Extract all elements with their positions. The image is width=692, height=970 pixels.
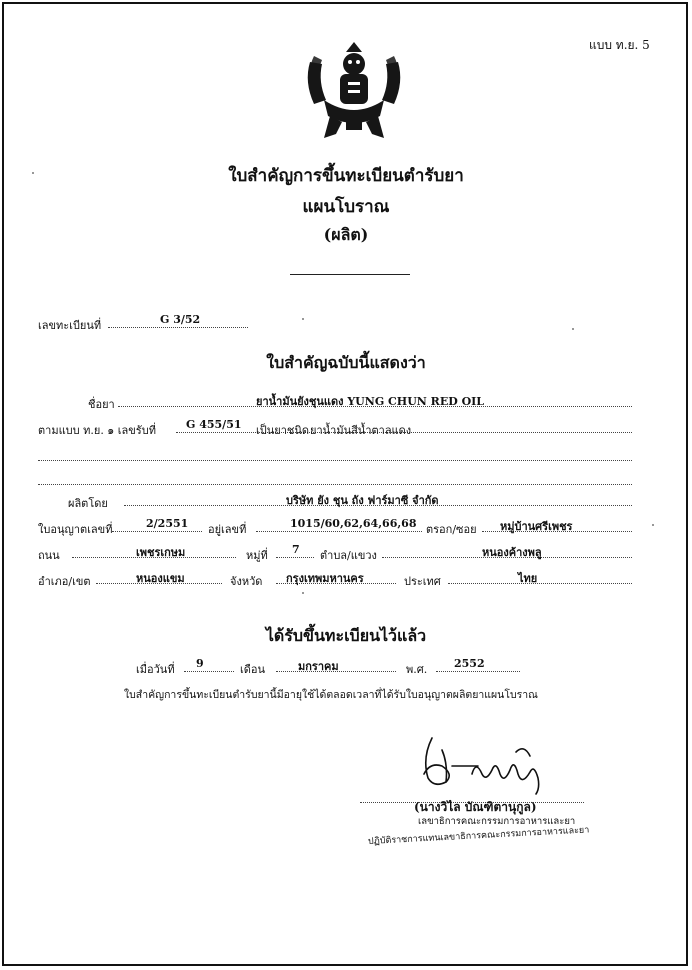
date-year-dots: [436, 671, 520, 672]
signatory-name: (นางวิไล บัณฑิตานุกูล): [414, 800, 537, 814]
moo-dots: [276, 557, 314, 558]
district-label: อำเภอ/เขต: [38, 575, 91, 588]
drug-type-value: ยาน้ำมันสีน้ำตาลแดง: [310, 424, 412, 437]
scan-speck: [32, 172, 34, 174]
license-value: 2/2551: [146, 517, 189, 530]
month-label: เดือน: [240, 663, 266, 676]
district-value: หนองแขม: [136, 572, 185, 585]
date-day-dots: [184, 671, 234, 672]
reg-no-dots: [108, 327, 248, 328]
province-label: จังหวัด: [230, 575, 263, 588]
signatory-title: เลขาธิการคณะกรรมการอาหารและยา: [418, 816, 576, 827]
alley-value: หมู่บ้านศรีเพชร: [500, 520, 573, 533]
country-label: ประเทศ: [404, 575, 441, 588]
drug-name-value: ยาน้ำมันยังชุนแดง YUNG CHUN RED OIL: [256, 395, 485, 408]
country-value: ไทย: [518, 572, 538, 585]
document-title: ใบสำคัญการขึ้นทะเบียนตำรับยา: [228, 166, 464, 186]
validity-note: ใบสำคัญการขึ้นทะเบียนตำรับยานี้มีอายุใช้ได้ตลอดเวลาที่ได้รับใบอนุญาตผลิตยาแผนโบราณ: [124, 689, 538, 701]
license-label: ใบอนุญาตเลขที่: [38, 523, 113, 536]
road-value: เพชรเกษม: [136, 546, 186, 559]
address-no-label: อยู่เลขที่: [208, 523, 247, 536]
document-type: (ผลิต): [323, 225, 369, 244]
road-label: ถนน: [38, 549, 60, 562]
blank-line-1: [38, 460, 632, 461]
reg-no-value: G 3/52: [160, 313, 201, 326]
signatory-subtitle: ปฏิบัติราชการแทนเลขาธิการคณะกรรมการอาหารและยา: [367, 825, 590, 847]
form-ref-value: G 455/51: [186, 418, 242, 431]
moo-value: 7: [292, 543, 300, 556]
drug-name-label: ชื่อยา: [88, 398, 115, 411]
date-month: มกราคม: [298, 660, 339, 673]
date-day: 9: [196, 657, 204, 670]
subdistrict-value: หนองค้างพลู: [482, 546, 542, 559]
province-value: กรุงเทพมหานคร: [286, 572, 364, 585]
scan-speck: [652, 524, 654, 526]
document-subtitle: แผนโบราณ: [302, 197, 390, 217]
manufacturer-label: ผลิตโดย: [68, 497, 108, 510]
reg-no-label: เลขทะเบียนที่: [38, 319, 102, 332]
certify-heading: ใบสำคัญฉบับนี้แสดงว่า: [266, 353, 426, 372]
year-label: พ.ศ.: [406, 663, 428, 676]
address-no-dots: [256, 531, 422, 532]
form-ref-label: ตามแบบ ท.ย. ๑ เลขรับที่: [38, 424, 156, 437]
form-code: แบบ ท.ย. 5: [589, 38, 650, 52]
date-label: เมื่อวันที่: [136, 663, 175, 676]
subdistrict-label: ตำบล/แขวง: [320, 549, 377, 562]
garuda-emblem-icon: [300, 42, 408, 140]
license-dots: [112, 531, 202, 532]
title-divider: [290, 274, 410, 275]
handwritten-signature: [412, 730, 564, 796]
address-no-value: 1015/60,62,64,66,68: [290, 517, 417, 530]
manufacturer-value: บริษัท ยัง ชุน ถัง ฟาร์มาซี จำกัด: [286, 494, 439, 507]
country-dots: [448, 583, 632, 584]
alley-label: ตรอก/ซอย: [426, 523, 477, 536]
scan-speck: [302, 592, 304, 594]
registered-heading: ได้รับขึ้นทะเบียนไว้แล้ว: [265, 626, 427, 645]
moo-label: หมู่ที่: [246, 549, 268, 562]
date-year: 2552: [454, 657, 485, 670]
blank-line-2: [38, 484, 632, 485]
drug-type-label: เป็นยาชนิด: [256, 424, 310, 437]
scan-speck: [302, 318, 304, 320]
scan-speck: [572, 328, 574, 330]
